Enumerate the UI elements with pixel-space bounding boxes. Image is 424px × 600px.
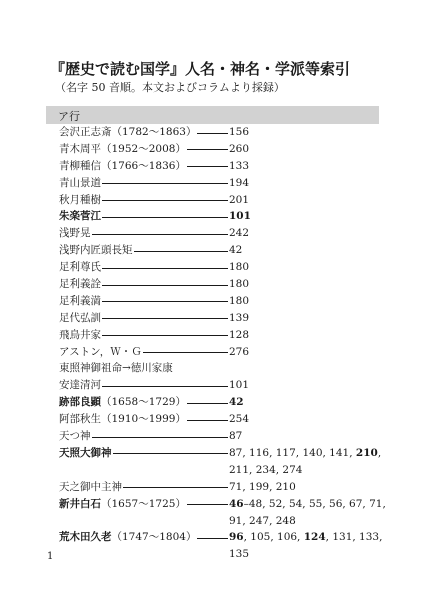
entry-pages — [229, 242, 389, 259]
index-entry — [59, 479, 389, 496]
entry-name: 足利義満 — [59, 294, 101, 307]
entry-lifespan: （1747～1804） — [111, 531, 197, 544]
entry-heading — [59, 175, 101, 192]
index-entry — [59, 293, 389, 310]
entry-heading — [59, 259, 101, 276]
index-entry — [59, 225, 389, 242]
page-ref: 101 — [229, 379, 250, 392]
index-entry — [59, 377, 389, 394]
index-entry — [59, 327, 389, 344]
leader-line — [102, 285, 228, 286]
entry-pages — [229, 276, 389, 293]
entry-heading — [59, 310, 101, 327]
entry-name: 秋月種樹 — [59, 193, 101, 206]
leader-line — [187, 149, 228, 150]
index-entry — [59, 276, 389, 293]
page-ref: 276 — [229, 345, 250, 358]
page-ref: 156 — [229, 126, 250, 138]
entry-name: 青柳種信 — [59, 159, 101, 172]
index-entry — [59, 310, 389, 327]
leader-line — [102, 217, 228, 218]
index-entry — [59, 411, 389, 428]
page-title: 『歴史で読む国学』人名・神名・学派等索引 — [50, 60, 351, 78]
page-ref: 254 — [229, 413, 250, 426]
page-ref: 201 — [229, 193, 250, 206]
entry-pages — [229, 529, 389, 563]
entry-pages — [229, 310, 389, 327]
entry-heading — [59, 192, 101, 209]
leader-line — [123, 487, 228, 488]
index-entry — [59, 208, 389, 225]
entry-name: 天照大御神 — [59, 446, 112, 459]
index-entry — [59, 242, 389, 259]
leader-line — [197, 538, 228, 539]
page-ref: 139 — [229, 311, 250, 324]
page-ref: , 211, 234, 274 — [229, 446, 382, 476]
entry-name: 阿部秋生 — [59, 413, 101, 426]
entry-pages — [229, 208, 389, 225]
entry-heading — [59, 293, 101, 310]
entry-pages — [229, 192, 389, 209]
entry-name: 跡部良顕 — [59, 396, 101, 409]
section-label: ア行 — [58, 110, 80, 123]
index-entry — [59, 496, 389, 530]
page-ref: 180 — [229, 294, 250, 307]
index-entry — [59, 141, 389, 158]
entry-heading — [59, 141, 186, 158]
entry-pages — [229, 428, 389, 445]
page-ref: 180 — [229, 278, 250, 291]
page-ref: 87, 116, 117, 140, 141, — [229, 446, 356, 459]
leader-line — [92, 234, 229, 235]
leader-line — [187, 504, 228, 505]
entry-lifespan: （1658～1729） — [101, 396, 186, 409]
entry-lifespan: （1657～1725） — [101, 497, 186, 510]
entry-heading — [59, 394, 186, 411]
page-ref: , 105, 106, — [243, 531, 304, 544]
index-entry — [59, 158, 389, 175]
entry-name: 足代弘訓 — [59, 311, 101, 324]
entry-name: 足利尊氏 — [59, 261, 101, 274]
leader-line — [102, 318, 228, 319]
entry-heading — [59, 276, 101, 293]
entry-name: 新井白石 — [59, 497, 101, 510]
entry-name: 東照神御祖命→徳川家康 — [59, 362, 173, 375]
page-ref: 128 — [229, 328, 250, 341]
entry-name: 天之御中主神 — [59, 480, 122, 493]
entry-heading — [59, 242, 133, 259]
index-entry — [59, 529, 389, 561]
entry-pages — [229, 158, 389, 175]
entry-heading — [59, 377, 101, 394]
entry-name: 浅野内匠頭長矩 — [59, 244, 133, 257]
page-ref: 124 — [303, 531, 326, 544]
entry-heading — [59, 428, 91, 445]
index-entry — [59, 428, 389, 445]
index-entry — [59, 360, 389, 377]
entry-pages — [229, 141, 389, 158]
entry-pages — [229, 445, 389, 479]
entry-pages — [229, 225, 389, 242]
entry-name: 朱楽菅江 — [59, 210, 101, 223]
index-entry — [59, 394, 389, 411]
entry-heading — [59, 158, 186, 175]
entry-lifespan: （1952～2008） — [101, 142, 186, 155]
leader-line — [102, 200, 228, 201]
entry-pages — [229, 327, 389, 344]
entry-pages — [229, 175, 389, 192]
leader-line — [134, 251, 229, 252]
page-ref: 260 — [229, 142, 250, 155]
page-subtitle: （名字 50 音順。本文およびコラムより採録） — [55, 81, 285, 94]
page-ref: 194 — [229, 176, 250, 189]
entry-lifespan: （1910～1999） — [101, 413, 186, 426]
leader-line — [187, 420, 228, 421]
entry-name: 飛鳥井家 — [59, 328, 101, 341]
leader-line — [102, 335, 228, 336]
entry-heading — [59, 360, 173, 377]
leader-line — [143, 352, 228, 353]
entry-heading — [59, 496, 186, 513]
page-ref: 42 — [229, 396, 244, 409]
entry-heading — [59, 124, 196, 141]
index-entry — [59, 192, 389, 209]
page-number: 1 — [47, 551, 54, 562]
entry-pages — [229, 377, 389, 394]
index-entry — [59, 175, 389, 192]
leader-line — [187, 166, 228, 167]
entry-heading — [59, 445, 112, 462]
entry-name: 足利義詮 — [59, 278, 101, 291]
leader-line — [113, 453, 229, 454]
entry-pages — [229, 293, 389, 310]
entry-pages — [229, 394, 389, 411]
entry-name: 青木周平 — [59, 142, 101, 155]
leader-line — [102, 268, 228, 269]
index-entry — [59, 344, 389, 361]
entry-lifespan: （1766～1836） — [101, 159, 186, 172]
index-entry — [59, 124, 389, 141]
entry-heading — [59, 344, 142, 361]
entry-pages — [229, 344, 389, 361]
entry-pages — [229, 479, 389, 496]
entry-heading — [59, 529, 196, 546]
entry-pages — [229, 259, 389, 276]
index-entries — [59, 124, 389, 561]
leader-line — [187, 403, 228, 404]
page-ref: –48, 52, 54, 55, 56, 67, 71, 91, 247, 248 — [229, 497, 386, 527]
entry-name: 安達清河 — [59, 379, 101, 392]
entry-name: 荒木田久老 — [59, 531, 112, 544]
section-header — [46, 106, 379, 124]
page-ref: 87 — [229, 430, 243, 443]
leader-line — [102, 301, 228, 302]
entry-heading — [59, 479, 122, 496]
entry-lifespan: （1782～1863） — [111, 126, 197, 138]
page-ref: 96 — [229, 531, 244, 544]
leader-line — [102, 386, 228, 387]
entry-pages — [229, 411, 389, 428]
leader-line — [102, 183, 228, 184]
entry-name: 青山景道 — [59, 176, 101, 189]
page-ref: 210 — [355, 446, 378, 459]
entry-pages — [229, 496, 389, 530]
entry-heading — [59, 225, 91, 242]
page-ref: 46 — [229, 497, 244, 510]
index-entry — [59, 445, 389, 479]
entry-name: 浅野晃 — [59, 227, 91, 240]
page-ref: 42 — [229, 244, 243, 257]
entry-name: 天つ神 — [59, 430, 91, 443]
entry-pages — [229, 124, 389, 141]
entry-name: 会沢正志斎 — [59, 126, 112, 138]
entry-name: アストン，Ｗ・Ｇ — [59, 345, 142, 358]
index-entry — [59, 259, 389, 276]
page-ref: 180 — [229, 261, 250, 274]
page-ref: 71, 199, 210 — [229, 480, 296, 493]
entry-heading — [59, 327, 101, 344]
page-ref: 133 — [229, 159, 250, 172]
page-ref: 242 — [229, 227, 250, 240]
leader-line — [197, 133, 228, 134]
entry-heading — [59, 411, 186, 428]
page-ref: , 131, 133, 135 — [229, 531, 383, 561]
page-ref: 101 — [229, 210, 251, 223]
leader-line — [92, 437, 229, 438]
entry-heading — [59, 208, 101, 225]
